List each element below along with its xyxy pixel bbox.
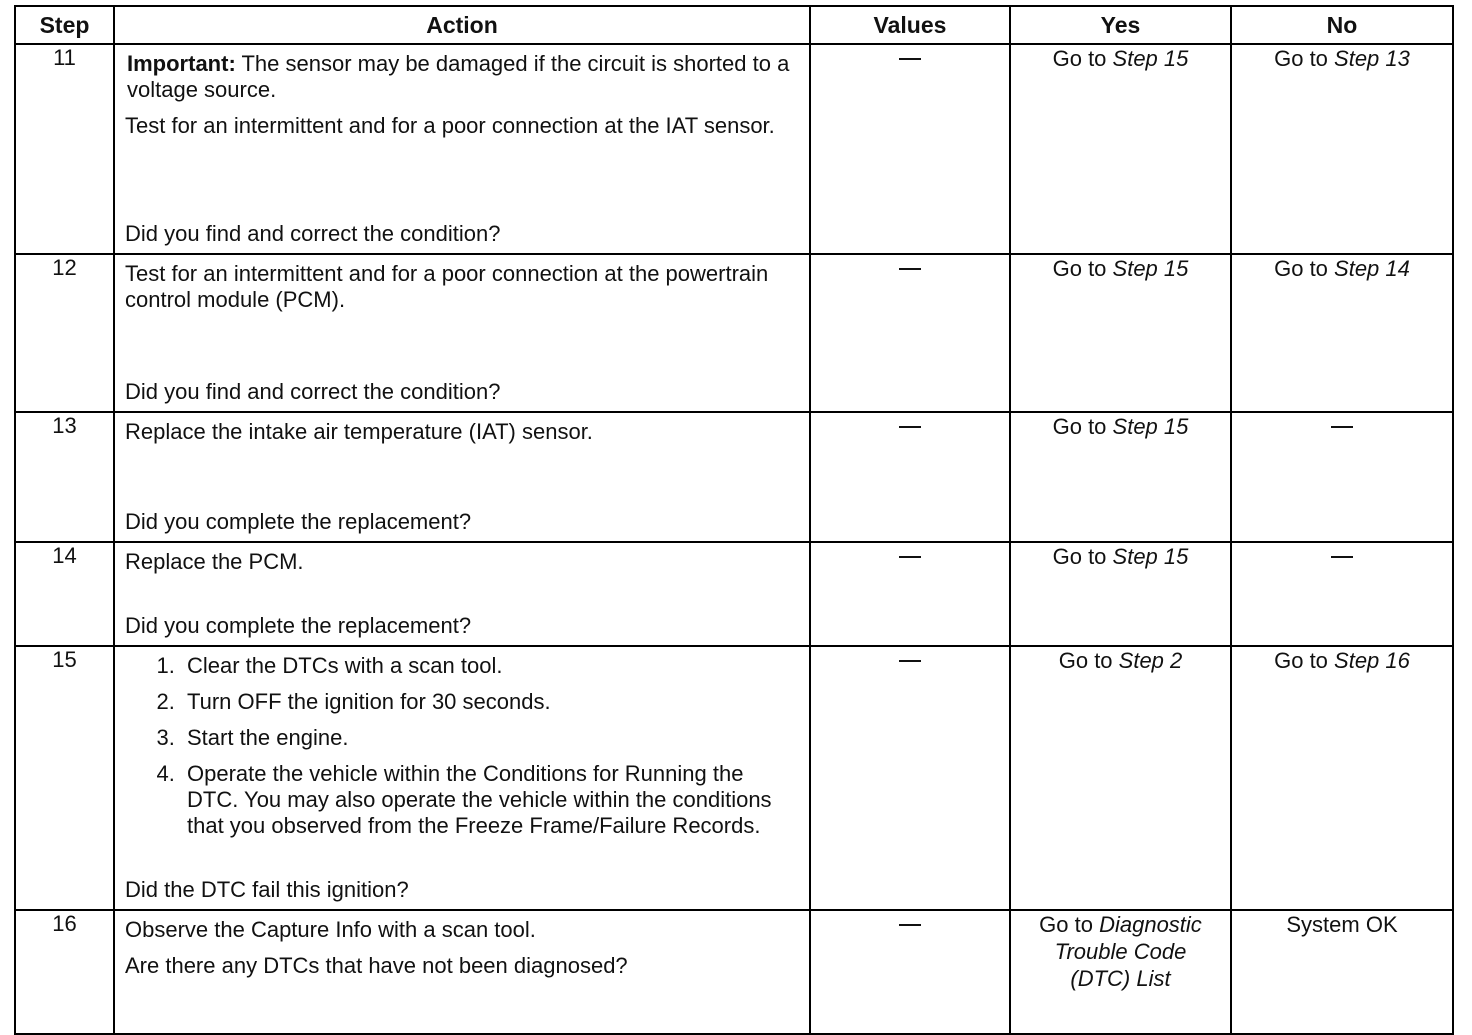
yes-prefix: Go to <box>1052 256 1113 281</box>
action-cell <box>114 44 810 254</box>
yes-step-link[interactable]: Step 15 <box>1112 256 1189 281</box>
table-row-step-16 <box>15 910 1453 1034</box>
list-item: 4. Operate the vehicle within the Conditions for Running the DTC. You may also operate the vehicle within the conditions that you observed from the Freeze Frame/Failure Records. <box>181 761 799 839</box>
values-cell <box>810 254 1010 412</box>
header-no: No <box>1231 6 1453 44</box>
action-text: Observe the Capture Info with a scan tool. <box>125 917 536 942</box>
action-cell <box>114 910 810 1034</box>
yes-step-link[interactable]: Step 15 <box>1112 544 1189 569</box>
step-number: 15 <box>15 646 114 910</box>
important-text: The sensor may be damaged if the circuit is shorted to a voltage source. <box>127 51 790 102</box>
important-label: Important: <box>127 51 236 76</box>
yes-prefix: Go to <box>1052 544 1113 569</box>
step-number: 14 <box>15 542 114 646</box>
yes-prefix: Go to <box>1052 46 1113 71</box>
values-cell <box>810 910 1010 1034</box>
values-dash <box>899 58 921 60</box>
list-item: 1. Clear the DTCs with a scan tool. <box>181 653 799 679</box>
yes-cell <box>1010 44 1231 254</box>
table-row-step-11 <box>15 44 1453 254</box>
action-text: Replace the intake air temperature (IAT) sensor. <box>125 419 593 444</box>
action-cell <box>114 542 810 646</box>
values-cell <box>810 542 1010 646</box>
header-action: Action <box>114 6 810 44</box>
action-question: Did you find and correct the condition? <box>125 379 501 404</box>
important-note <box>125 51 799 103</box>
list-item: 3. Start the engine. <box>181 725 799 751</box>
yes-prefix: Go to <box>1039 912 1100 937</box>
action-question: Did you complete the replacement? <box>125 613 472 638</box>
yes-cell <box>1010 412 1231 542</box>
table-row-step-15 <box>15 646 1453 910</box>
header-row <box>15 6 1453 44</box>
table-row-step-14 <box>15 542 1453 646</box>
values-cell <box>810 412 1010 542</box>
no-cell <box>1231 910 1453 1034</box>
values-dash <box>899 924 921 926</box>
values-dash <box>899 426 921 428</box>
no-prefix: Go to <box>1274 256 1335 281</box>
yes-cell <box>1010 542 1231 646</box>
values-cell <box>810 44 1010 254</box>
step-number: 16 <box>15 910 114 1034</box>
yes-step-link[interactable]: Step 15 <box>1112 46 1189 71</box>
action-question: Did you complete the replacement? <box>125 509 472 534</box>
yes-cell <box>1010 646 1231 910</box>
table-row-step-13 <box>15 412 1453 542</box>
no-dash <box>1331 426 1353 428</box>
action-text: Test for an intermittent and for a poor connection at the IAT sensor. <box>125 113 775 138</box>
no-dash <box>1331 556 1353 558</box>
values-dash <box>899 268 921 270</box>
no-cell <box>1231 44 1453 254</box>
no-cell <box>1231 646 1453 910</box>
yes-prefix: Go to <box>1052 414 1113 439</box>
action-text: Test for an intermittent and for a poor connection at the powertrain control module (PCM). <box>125 261 769 312</box>
step-number: 11 <box>15 44 114 254</box>
action-question: Are there any DTCs that have not been diagnosed? <box>125 953 628 978</box>
action-question: Did you find and correct the condition? <box>125 221 501 246</box>
no-step-link[interactable]: Step 16 <box>1334 648 1410 673</box>
no-cell <box>1231 542 1453 646</box>
yes-prefix: Go to <box>1058 648 1119 673</box>
header-values: Values <box>810 6 1010 44</box>
list-item: 2. Turn OFF the ignition for 30 seconds. <box>181 689 799 715</box>
action-cell <box>114 646 810 910</box>
action-question: Did the DTC fail this ignition? <box>125 877 409 902</box>
table-row-step-12 <box>15 254 1453 412</box>
header-step: Step <box>15 6 114 44</box>
step-number: 13 <box>15 412 114 542</box>
yes-dtc-list-link[interactable]: Diagnostic Trouble Code (DTC) List <box>1054 912 1202 991</box>
yes-cell <box>1010 254 1231 412</box>
no-step-link[interactable]: Step 13 <box>1334 46 1410 71</box>
yes-step-link[interactable]: Step 15 <box>1112 414 1189 439</box>
no-cell <box>1231 254 1453 412</box>
system-ok-text: System OK <box>1286 912 1398 937</box>
no-prefix: Go to <box>1274 648 1335 673</box>
values-cell <box>810 646 1010 910</box>
header-yes: Yes <box>1010 6 1231 44</box>
values-dash <box>899 556 921 558</box>
no-step-link[interactable]: Step 14 <box>1334 256 1410 281</box>
yes-cell <box>1010 910 1231 1034</box>
values-dash <box>899 660 921 662</box>
procedure-list <box>125 653 799 839</box>
action-text: Replace the PCM. <box>125 549 304 574</box>
yes-step-link[interactable]: Step 2 <box>1118 648 1183 673</box>
action-cell <box>114 254 810 412</box>
diagnostic-table <box>14 5 1454 1035</box>
step-number: 12 <box>15 254 114 412</box>
no-prefix: Go to <box>1274 46 1335 71</box>
action-cell <box>114 412 810 542</box>
no-cell <box>1231 412 1453 542</box>
